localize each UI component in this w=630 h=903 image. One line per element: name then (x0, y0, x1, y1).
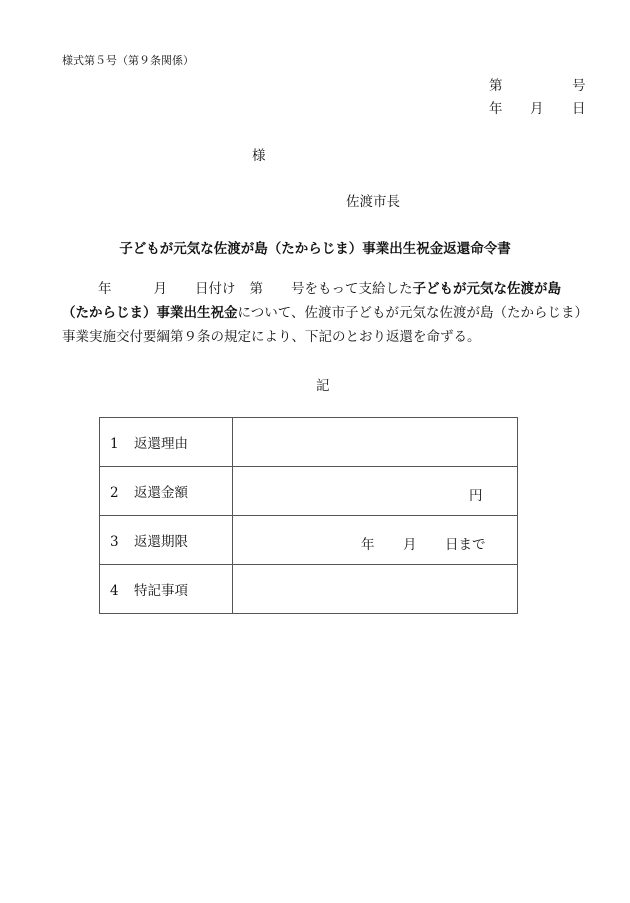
program-name: 子どもが元気な佐渡が島（たからじま）事業出生祝金 (62, 281, 561, 321)
body-paragraph (62, 277, 582, 349)
table-row (100, 467, 518, 516)
table-row (100, 418, 518, 467)
body-date-year: 年 (98, 281, 112, 297)
row-label-cell (100, 418, 233, 467)
row-number: 2 (110, 485, 119, 501)
row-label-cell (100, 516, 233, 565)
details-table (99, 417, 518, 614)
yen-unit: 円 (469, 488, 483, 504)
form-number: 様式第５号（第９条関係） (62, 54, 194, 67)
row-label: 返還金額 (134, 485, 188, 501)
document-number-prefix: 第 (489, 78, 503, 94)
body-date-dated: 日付け (195, 281, 236, 297)
deadline-month: 月 (403, 537, 417, 553)
deadline-day-until: 日まで (445, 537, 486, 553)
issue-date-month: 月 (530, 101, 544, 117)
document-title: 子どもが元気な佐渡が島（たからじま）事業出生祝金返還命令書 (119, 241, 511, 257)
ki-heading: 記 (316, 378, 330, 394)
body-rest-text: について、佐渡市子どもが元気な佐渡が島（たからじま）事業実施交付要綱第９条の規定により、下記のとおり返還を命ずる。 (62, 305, 582, 345)
document-number-suffix: 号 (572, 78, 586, 94)
addressee-honorific: 様 (252, 148, 266, 164)
special-notes-field[interactable] (233, 565, 518, 614)
refund-amount-field[interactable] (233, 467, 518, 516)
row-label-cell (100, 467, 233, 516)
row-label: 返還理由 (134, 436, 188, 452)
refund-deadline-field[interactable] (233, 516, 518, 565)
table-row (100, 516, 518, 565)
table-row (100, 565, 518, 614)
deadline-year: 年 (361, 537, 375, 553)
row-number: 1 (110, 436, 119, 452)
issuer-name: 佐渡市長 (346, 194, 400, 210)
row-label: 返還期限 (134, 534, 188, 550)
issue-date-day: 日 (572, 101, 586, 117)
row-number: 3 (110, 534, 119, 550)
row-label: 特記事項 (134, 583, 188, 599)
row-number: 4 (110, 583, 119, 599)
body-number-prefix: 第 (249, 281, 263, 297)
body-date-month: 月 (153, 281, 167, 297)
body-number-suffix: 号をもって支給した (291, 281, 413, 297)
refund-reason-field[interactable] (233, 418, 518, 467)
row-label-cell (100, 565, 233, 614)
issue-date-year: 年 (489, 101, 503, 117)
